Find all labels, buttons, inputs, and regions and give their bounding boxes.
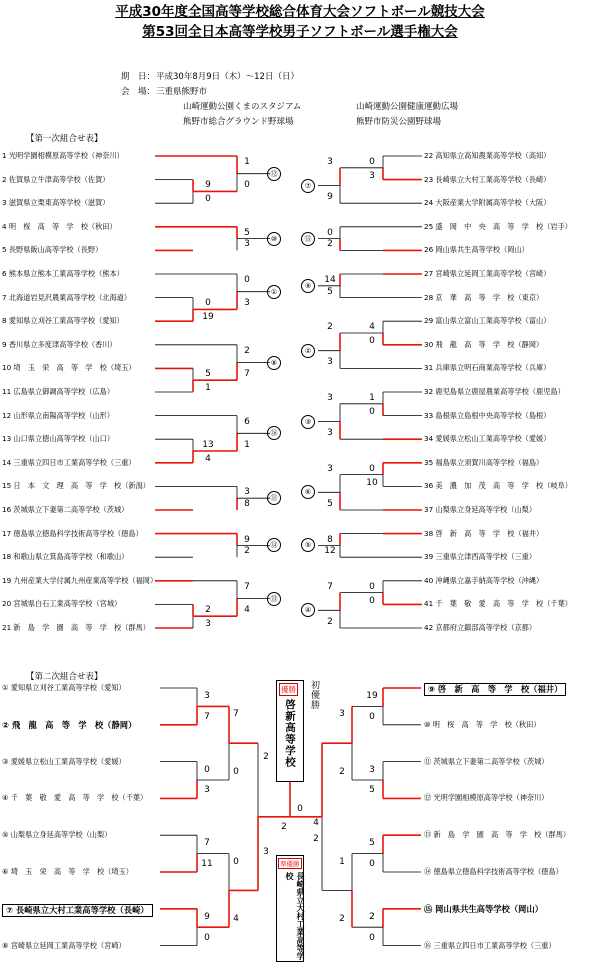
team-second-left: ⑤ 山梨県立身延高等学校（山梨） <box>2 830 112 840</box>
match-number: ⑩ <box>267 232 281 246</box>
score: 9 <box>244 534 250 545</box>
team-first-left: 15 日 本 文 理 高 等 学 校（新潟） <box>2 481 150 491</box>
team-first-right: 29 富山県立富山工業高等学校（富山） <box>424 316 551 326</box>
score: 19 <box>366 691 378 701</box>
score: 3 <box>244 239 250 250</box>
team-first-left: 3 滋賀県立栗東高等学校（滋賀） <box>2 198 110 208</box>
team-first-right: 40 沖縄県立嘉手納高等学校（沖縄） <box>424 575 544 585</box>
team-second-right: ⑯ 三重県立四日市工業高等学校（三重） <box>424 940 556 950</box>
team-first-right: 41 千 葉 敬 愛 高 等 学 校（千葉） <box>424 599 572 609</box>
score: 5 <box>205 369 211 380</box>
team-second-right: ⑫ 光明学園相模原高等学校（神奈川） <box>424 793 549 803</box>
team-second-left: ① 愛知県立刈谷工業高等学校（愛知） <box>2 683 126 692</box>
score: 7 <box>233 709 239 720</box>
match-number: ① <box>267 285 281 299</box>
score: 0 <box>369 859 375 869</box>
team-first-right: 23 長崎県立大村工業高等学校（長崎） <box>424 174 551 184</box>
score: 11 <box>201 859 213 869</box>
score: 3 <box>327 156 333 167</box>
team-second-right: ⑬ 新 島 学 園 高 等 学 校（群馬） <box>424 830 571 840</box>
score: 5 <box>244 227 250 238</box>
score: 3 <box>327 357 333 368</box>
score: 2 <box>339 914 345 925</box>
team-second-left: ④ 千 葉 敬 愛 高 等 学 校（千葉） <box>2 793 148 803</box>
match-number: ⑫ <box>267 167 281 181</box>
team-second-left: ③ 愛媛県立松山工業高等学校（愛媛） <box>2 756 126 766</box>
score: 3 <box>263 847 269 858</box>
match-number: ⑤ <box>301 538 315 552</box>
score: 0 <box>233 767 239 777</box>
match-number: ⑨ <box>301 279 315 293</box>
team-first-right: 22 高知県立高知農業高等学校（高知） <box>424 151 551 160</box>
team-first-right: 38 啓 新 高 等 学 校（福井） <box>424 528 544 538</box>
match-number: ⑥ <box>301 485 315 499</box>
period-label: 期 日： <box>121 72 156 82</box>
score: 5 <box>327 286 333 297</box>
team-first-left: 5 長野県飯山高等学校（長野） <box>2 245 103 255</box>
score: 0 <box>204 932 210 943</box>
score: 6 <box>244 416 250 427</box>
score: 3 <box>339 709 345 720</box>
team-second-right: ⑭ 徳島県立徳島科学技術高等学校（徳島） <box>424 867 563 876</box>
score: 0 <box>369 932 375 943</box>
team-first-left: 16 茨城県立下妻第二高等学校（茨城） <box>2 505 129 514</box>
score: 10 <box>366 477 378 488</box>
team-first-left: 20 宮城県白石工業高等学校（宮城） <box>2 599 122 609</box>
score: 1 <box>339 856 345 867</box>
team-first-left: 9 香川県立多度津高等学校（香川） <box>2 339 117 349</box>
team-first-left: 14 三重県立四日市工業高等学校（三重） <box>2 457 136 467</box>
second-round-heading: 【第二次組合せ表】 <box>26 672 103 682</box>
team-first-right: 26 岡山県共生高等学校（岡山） <box>424 245 529 255</box>
score: 4 <box>205 454 211 464</box>
team-second-right: ⑨ 啓 新 高 等 学 校（福井） <box>424 683 566 696</box>
score: 1 <box>205 383 211 394</box>
team-first-left: 11 広島県立御調高等学校（広島） <box>2 387 115 396</box>
venue-a: 山崎運動公園くまのスタジアム <box>183 102 302 112</box>
score: 3 <box>327 392 333 403</box>
team-first-left: 8 愛知県立刈谷工業高等学校（愛知） <box>2 316 124 326</box>
score: 14 <box>324 275 336 285</box>
match-number: ⑮ <box>301 232 315 246</box>
team-first-right: 35 福島県立須賀川高等学校（福島） <box>424 457 544 467</box>
score: 3 <box>244 487 250 498</box>
team-first-left: 6 熊本県立熊本工業高等学校（熊本） <box>2 269 124 278</box>
team-first-left: 17 徳島県立徳島科学技術高等学校（徳島） <box>2 528 143 538</box>
venue-d: 熊野市防災公園野球場 <box>356 117 442 127</box>
score: 19 <box>202 312 214 323</box>
score: 3 <box>327 428 333 439</box>
team-first-right: 39 三重県立津西高等学校（三重） <box>424 552 537 562</box>
score: 0 <box>369 406 375 417</box>
team-second-left: ⑥ 埼 玉 栄 高 等 学 校（埼玉） <box>2 867 133 876</box>
match-number: ⑬ <box>267 592 281 606</box>
match-number: ⑯ <box>267 426 281 440</box>
team-first-right: 24 大阪産業大学附属高等学校（大阪） <box>424 198 551 208</box>
team-first-left: 4 明 桜 高 等 学 校（秋田） <box>2 221 117 231</box>
score: 0 <box>369 581 375 592</box>
champion-tag: 優勝 <box>281 685 296 694</box>
score: 5 <box>369 838 375 849</box>
score: 8 <box>244 499 250 509</box>
team-second-right: ⑮ 岡山県共生高等学校（岡山） <box>424 903 544 914</box>
score: 2 <box>313 833 319 844</box>
score: 0 <box>369 595 375 606</box>
team-second-right: ⑪ 茨城県立下妻第二高等学校（茨城） <box>424 756 549 766</box>
score: 0 <box>233 856 239 867</box>
score: 3 <box>369 170 375 181</box>
match-number: ③ <box>301 415 315 429</box>
main-title: 平成30年度全国高等学校総合体育大会ソフトボール競技大会 <box>115 4 485 20</box>
team-first-left: 21 新 島 学 園 高 等 学 校（群馬） <box>2 623 150 632</box>
team-first-right: 31 兵庫県立明石商業高等学校（兵庫） <box>424 363 551 373</box>
score: 0 <box>369 711 375 722</box>
score: 0 <box>369 463 375 474</box>
score: 2 <box>369 911 375 922</box>
runner-up-tag: 準優勝 <box>280 860 300 868</box>
score: 0 <box>205 194 211 205</box>
team-first-right: 36 美 濃 加 茂 高 等 学 校（岐阜） <box>424 481 572 491</box>
score: 2 <box>263 752 269 763</box>
team-second-left: ② 飛 龍 高 等 学 校（静岡） <box>2 719 137 730</box>
team-first-left: 1 光明学園相模原高等学校（神奈川） <box>2 151 124 160</box>
score: 1 <box>244 440 250 450</box>
team-first-right: 37 山梨県立身延高等学校（山梨） <box>424 505 537 514</box>
team-first-left: 19 九州産業大学付属九州産業高等学校（福岡） <box>2 575 158 585</box>
score: 4 <box>313 817 319 828</box>
team-first-right: 27 宮崎県立延岡工業高等学校（宮崎） <box>424 269 551 278</box>
score: 9 <box>205 180 211 191</box>
score: 3 <box>327 463 333 474</box>
team-first-right: 25 盛 岡 中 央 高 等 学 校（岩手） <box>424 221 572 231</box>
score: 2 <box>205 605 211 616</box>
team-second-right: ⑩ 明 桜 高 等 学 校（秋田） <box>424 719 541 729</box>
score: 0 <box>204 764 210 775</box>
venue-city: 三重県熊野市 <box>156 87 208 97</box>
score: 5 <box>327 499 333 509</box>
match-number: ④ <box>301 603 315 617</box>
team-first-left: 7 北海道岩見沢農業高等学校（北海道） <box>2 292 132 302</box>
score: 0 <box>205 298 211 309</box>
score: 0 <box>369 336 375 346</box>
match-number: ⑧ <box>267 356 281 370</box>
team-first-right: 42 京都府立鎮部高等学校（京都） <box>424 623 537 632</box>
venue-c: 熊野市総合グラウンド野球場 <box>183 117 294 127</box>
score: 4 <box>369 322 375 332</box>
venue-label: 会 場： <box>121 87 156 97</box>
score: 0 <box>244 275 250 285</box>
score: 3 <box>204 691 210 701</box>
team-first-right: 28 京 華 高 等 学 校（東京） <box>424 292 544 302</box>
score: 3 <box>205 619 211 630</box>
score: 7 <box>327 581 333 592</box>
score: 1 <box>244 157 250 167</box>
team-second-left: ⑧ 宮崎県立延岡工業高等学校（宮崎） <box>2 940 126 950</box>
team-first-right: 32 鹿児島県立鹿屋農業高等学校（鹿児島） <box>424 387 565 396</box>
score: 3 <box>244 298 250 309</box>
team-second-left: ⑦ 長崎県立大村工業高等学校（長崎） <box>2 904 153 917</box>
score: 2 <box>327 617 333 627</box>
champion-note: 初優勝 <box>309 680 319 710</box>
score: 7 <box>204 711 210 722</box>
team-first-right: 34 愛媛県立松山工業高等学校（愛媛） <box>424 434 551 444</box>
score: 5 <box>369 785 375 796</box>
score: 7 <box>244 581 250 592</box>
score: 7 <box>244 369 250 380</box>
score: 2 <box>339 767 345 777</box>
score: 9 <box>204 911 210 922</box>
score: 2 <box>327 239 333 250</box>
match-number: ② <box>301 344 315 358</box>
match-number: ⑭ <box>267 538 281 552</box>
match-number: ⑦ <box>301 179 315 193</box>
team-first-left: 10 埼 玉 栄 高 等 学 校（埼玉） <box>2 363 136 373</box>
period: 平成30年8月9日（木）～12日（日） <box>156 72 299 82</box>
score: 1 <box>369 392 375 403</box>
venue-b: 山崎運動公園健康運動広場 <box>356 102 459 112</box>
score: 7 <box>204 838 210 849</box>
runner-up-box <box>276 855 304 962</box>
team-first-right: 33 島根県立島根中央高等学校（島根） <box>424 410 551 420</box>
score: 0 <box>327 227 333 238</box>
score: 2 <box>244 345 250 356</box>
score: 4 <box>244 605 250 616</box>
team-first-left: 12 山形県立南陽高等学校（山形） <box>2 410 115 420</box>
score: 8 <box>327 534 333 545</box>
sub-title: 第53回全日本高等学校男子ソフトボール選手権大会 <box>142 24 458 40</box>
score: 0 <box>369 156 375 167</box>
score: 3 <box>369 764 375 775</box>
team-first-left: 2 佐賀県立牛津高等学校（佐賀） <box>2 174 110 184</box>
team-first-right: 30 飛 龍 高 等 学 校（静岡） <box>424 339 544 349</box>
score: 12 <box>324 546 336 557</box>
first-round-heading: 【第一次組合せ表】 <box>26 134 103 144</box>
runner-up-name: 長崎県立大村工業高等学校 <box>285 872 305 960</box>
score: 4 <box>233 914 239 925</box>
score: 2 <box>327 322 333 332</box>
score: 0 <box>297 803 303 814</box>
score: 9 <box>327 192 333 203</box>
team-first-left: 18 和歌山県立箕島高等学校（和歌山） <box>2 552 129 562</box>
score: 13 <box>202 440 214 450</box>
match-number: ⑪ <box>267 491 281 505</box>
score: 0 <box>244 180 250 191</box>
champion-name: 啓新高等学校 <box>284 699 296 768</box>
score: 2 <box>244 546 250 557</box>
score: 3 <box>204 785 210 796</box>
champion-box <box>276 680 304 782</box>
score: 2 <box>281 821 287 832</box>
team-first-left: 13 山口県立徳山高等学校（山口） <box>2 434 115 444</box>
